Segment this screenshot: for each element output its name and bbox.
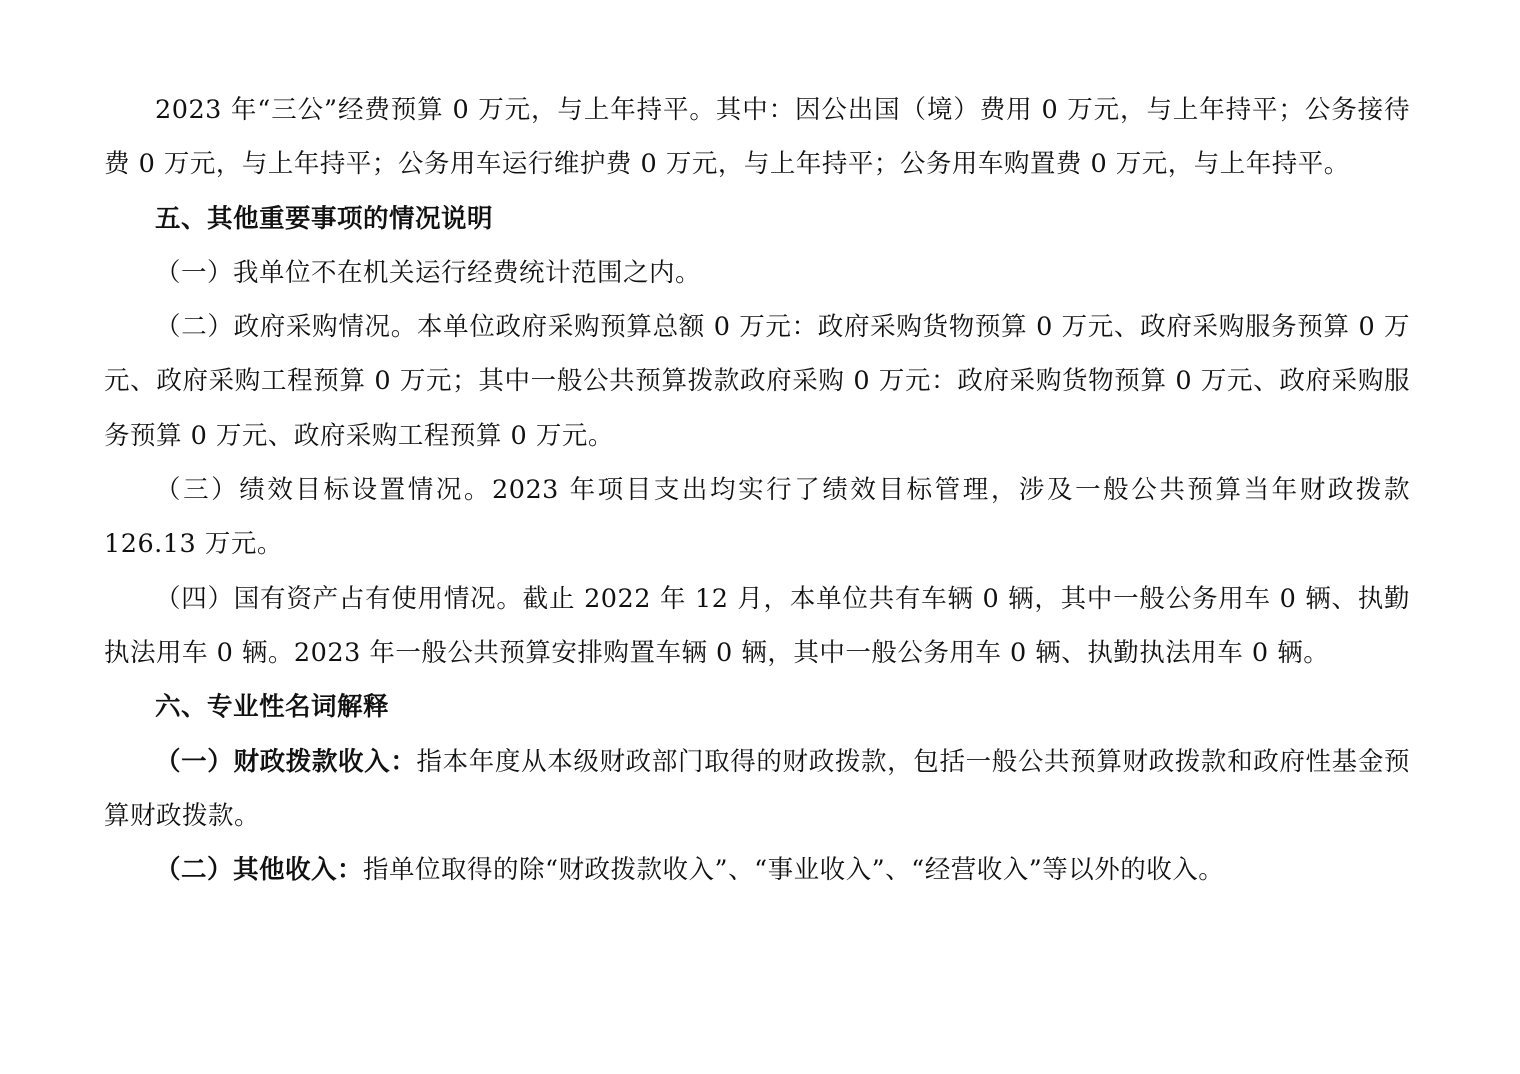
- document-page: [104, 83, 1410, 897]
- term-other-income-paragraph: [104, 843, 1410, 897]
- section-five-heading: 五、其他重要事项的情况说明: [155, 203, 494, 234]
- term-other-income-label: （二）其他收入：: [155, 855, 364, 886]
- term-fiscal-appropriation-label: （一）财政拨款收入：: [155, 746, 417, 777]
- state-assets-paragraph: （四）国有资产占有使用情况。截止 2022 年 12 月，本单位共有车辆 0 辆，其中一般公务用车 0 辆、执勤执法用车 0 辆。2023 年一般公共预算安排购置车辆 0 辆，其中一般公务用车 0 辆、执勤执法用车 0 辆。: [104, 583, 1410, 668]
- performance-target-paragraph: （三）绩效目标设置情况。2023 年项目支出均实行了绩效目标管理，涉及一般公共预算当年财政拨款 126.13 万元。: [104, 475, 1410, 560]
- section-six-heading: 六、专业性名词解释: [155, 692, 390, 723]
- government-procurement-paragraph: （二）政府采购情况。本单位政府采购预算总额 0 万元：政府采购货物预算 0 万元、政府采购服务预算 0 万元、政府采购工程预算 0 万元；其中一般公共预算拨款政府采购 0 万元：政府采购货物预算 0 万元、政府采购服务预算 0 万元、政府采购工程预算 0 万元。: [104, 312, 1410, 451]
- term-other-income-text: 指单位取得的除“财政拨款收入”、“事业收入”、“经营收入”等以外的收入。: [363, 855, 1225, 886]
- term-fiscal-appropriation-text: 指本年度从本级财政部门取得的财政拨款，包括一般公共预算财政拨款和政府性基金预算财政拨款。: [104, 746, 1410, 831]
- item-five-one-paragraph: （一）我单位不在机关运行经费统计范围之内。: [155, 257, 702, 288]
- term-fiscal-appropriation-paragraph: [104, 735, 1410, 844]
- sangong-budget-paragraph: 2023 年“三公”经费预算 0 万元，与上年持平。其中：因公出国（境）费用 0 万元，与上年持平；公务接待费 0 万元，与上年持平；公务用车运行维护费 0 万元，与上年持平；公务用车购置费 0 万元，与上年持平。: [104, 95, 1410, 180]
